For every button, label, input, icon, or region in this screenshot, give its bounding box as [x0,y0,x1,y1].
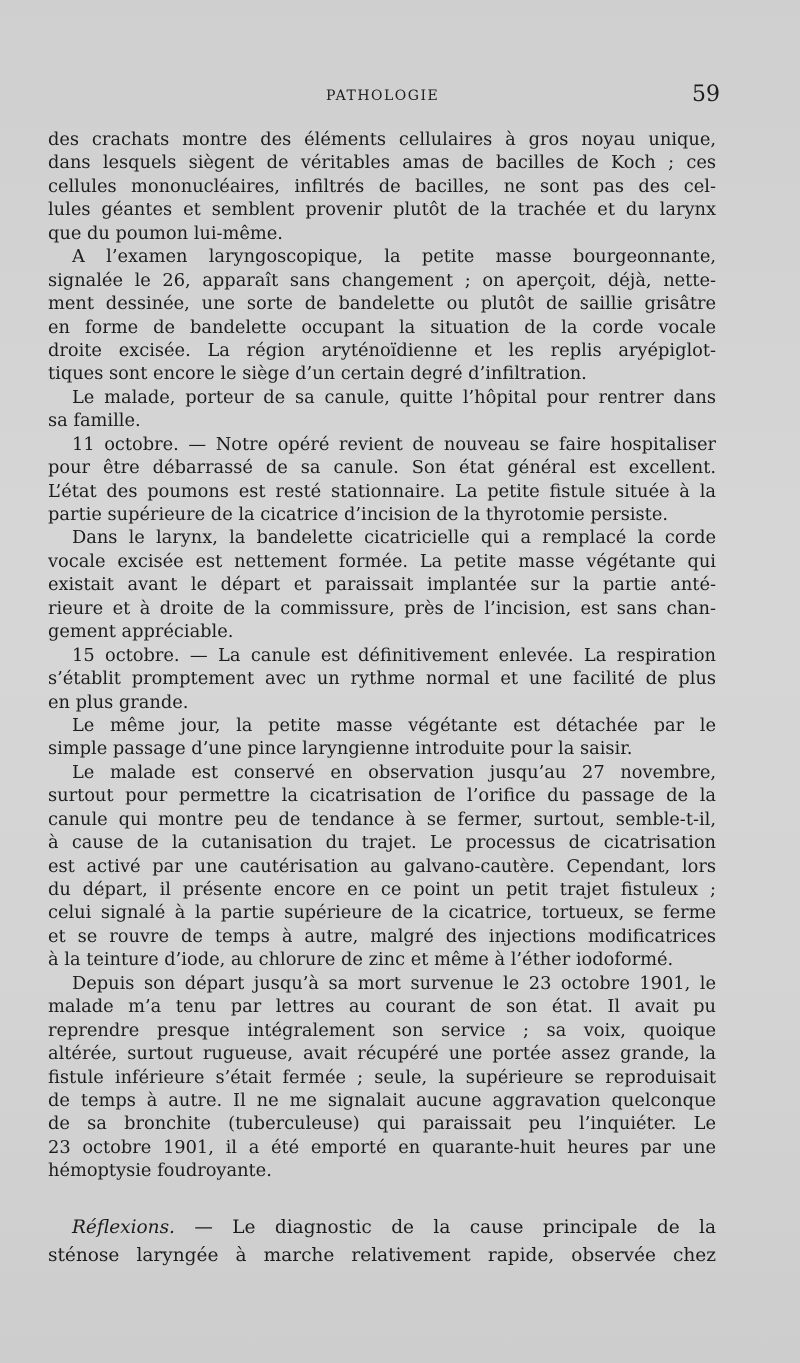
text-line: est activé par une cautérisation au galvano-cautère. Cependant, lors [48,855,716,877]
text-line: Le malade est conservé en observation jusqu’au 27 novembre, [72,761,716,783]
text-line: ment dessinée, une sorte de bandelette ou plutôt de saillie grisâtre [48,293,716,315]
text-line: 15 octobre. — La canule est définitivement enlevée. La respiration [72,644,716,666]
text-line: de sa bronchite (tuberculeuse) qui paraissait peu l’inquiéter. Le [48,1113,716,1135]
text-line: Dans le larynx, la bandelette cicatricielle qui a remplacé la corde [72,527,716,549]
text-line: canule qui montre peu de tendance à se fermer, surtout, semble-t-il, [48,808,716,830]
text-line: altérée, surtout rugueuse, avait récupéré une portée assez grande, la [48,1043,716,1065]
text-line: rieure et à droite de la commissure, près de l’incision, est sans chan- [48,597,716,619]
text-line: surtout pour permettre la cicatrisation de l’orifice du passage de la [48,785,716,807]
reflexions-line [48,1214,716,1242]
text-line: en plus grande. [48,691,189,713]
text-line: fistule inférieure s’était fermée ; seule, la supérieure se reproduisait [48,1066,716,1088]
reflexions-paragraph [48,1214,716,1270]
text-line: s’établit promptement avec un rythme normal et une facilité de plus [48,668,716,690]
text-line: partie supérieure de la cicatrice d’incision de la thyrotomie persiste. [48,504,668,525]
text-line: reprendre presque intégralement son service ; sa voix, quoique [48,1019,716,1041]
text-line: sa famille. [48,410,141,432]
text-line: vocale excisée est nettement formée. La petite masse végétante qui [48,550,716,572]
text-line: en forme de bandelette occupant la situation de la corde vocale [48,316,716,338]
text-line: hémoptysie foudroyante. [48,1160,272,1182]
running-title: PATHOLOGIE [326,88,440,104]
text-line: A l’examen laryngoscopique, la petite masse bourgeonnante, [72,246,716,268]
text-line: des crachats montre des éléments cellulaires à gros noyau unique, [48,129,716,150]
text-line: existait avant le départ et paraissait implantée sur la partie anté- [48,574,716,596]
text-line: simple passage d’une pince laryngienne introduite pour la saisir. [48,738,633,760]
text-line: que du poumon lui-même. [48,222,283,244]
text-line: cellules mononucléaires, infiltrés de bacilles, ne sont pas des cel- [48,175,716,197]
text-line: de temps à autre. Il ne me signalait aucune aggravation quelconque [48,1089,716,1111]
text-line: signalée le 26, apparaît sans changement ; on aperçoit, déjà, nette- [48,269,716,291]
running-head [0,82,800,110]
text-line: lules géantes et semblent provenir plutôt de la trachée et du larynx [48,199,716,221]
text-line: à la teinture d’iode, au chlorure de zinc et même à l’éther iodoformé. [48,949,674,971]
reflexions-lead: Réflexions. [72,1217,175,1238]
page-number: 59 [692,82,720,107]
text-line: droite excisée. La région aryténoïdienne et les replis aryépiglot- [48,339,716,361]
text-line: dans lesquels siègent de véritables amas de bacilles de Koch ; ces [48,152,716,174]
reflexions-text: — Le diagnostic de la cause principale de la [174,1217,716,1238]
body-text [48,128,716,1183]
text-line: du départ, il présente encore en ce point un petit trajet fistuleux ; [48,879,716,900]
text-line: Le malade, porteur de sa canule, quitte l’hôpital pour rentrer dans [72,386,716,408]
text-line: Le même jour, la petite masse végétante est détachée par le [72,714,716,736]
text-line: malade m’a tenu par lettres au courant de son état. Il avait pu [48,996,716,1018]
text-line: gement appréciable. [48,621,234,643]
text-line: Depuis son départ jusqu’à sa mort survenue le 23 octobre 1901, le [72,972,716,994]
text-line: 23 octobre 1901, il a été emporté en quarante-huit heures par une [48,1136,716,1158]
text-line: à cause de la cutanisation du trajet. Le processus de cicatrisation [48,832,716,854]
text-line: tiques sont encore le siège d’un certain degré d’infiltration. [48,363,587,385]
text-line: et se rouvre de temps à autre, malgré des injections modificatrices [48,925,716,947]
text-line: pour être débarrassé de sa canule. Son état général est excellent. [48,457,716,479]
reflexions-line: sténose laryngée à marche relativement rapide, observée chez [48,1245,716,1266]
text-line: L’état des poumons est resté stationnaire. La petite fistule située à la [48,480,716,502]
text-line: 11 octobre. — Notre opéré revient de nouveau se faire hospitaliser [72,433,716,455]
text-line: celui signalé à la partie supérieure de la cicatrice, tortueux, se ferme [48,902,716,924]
